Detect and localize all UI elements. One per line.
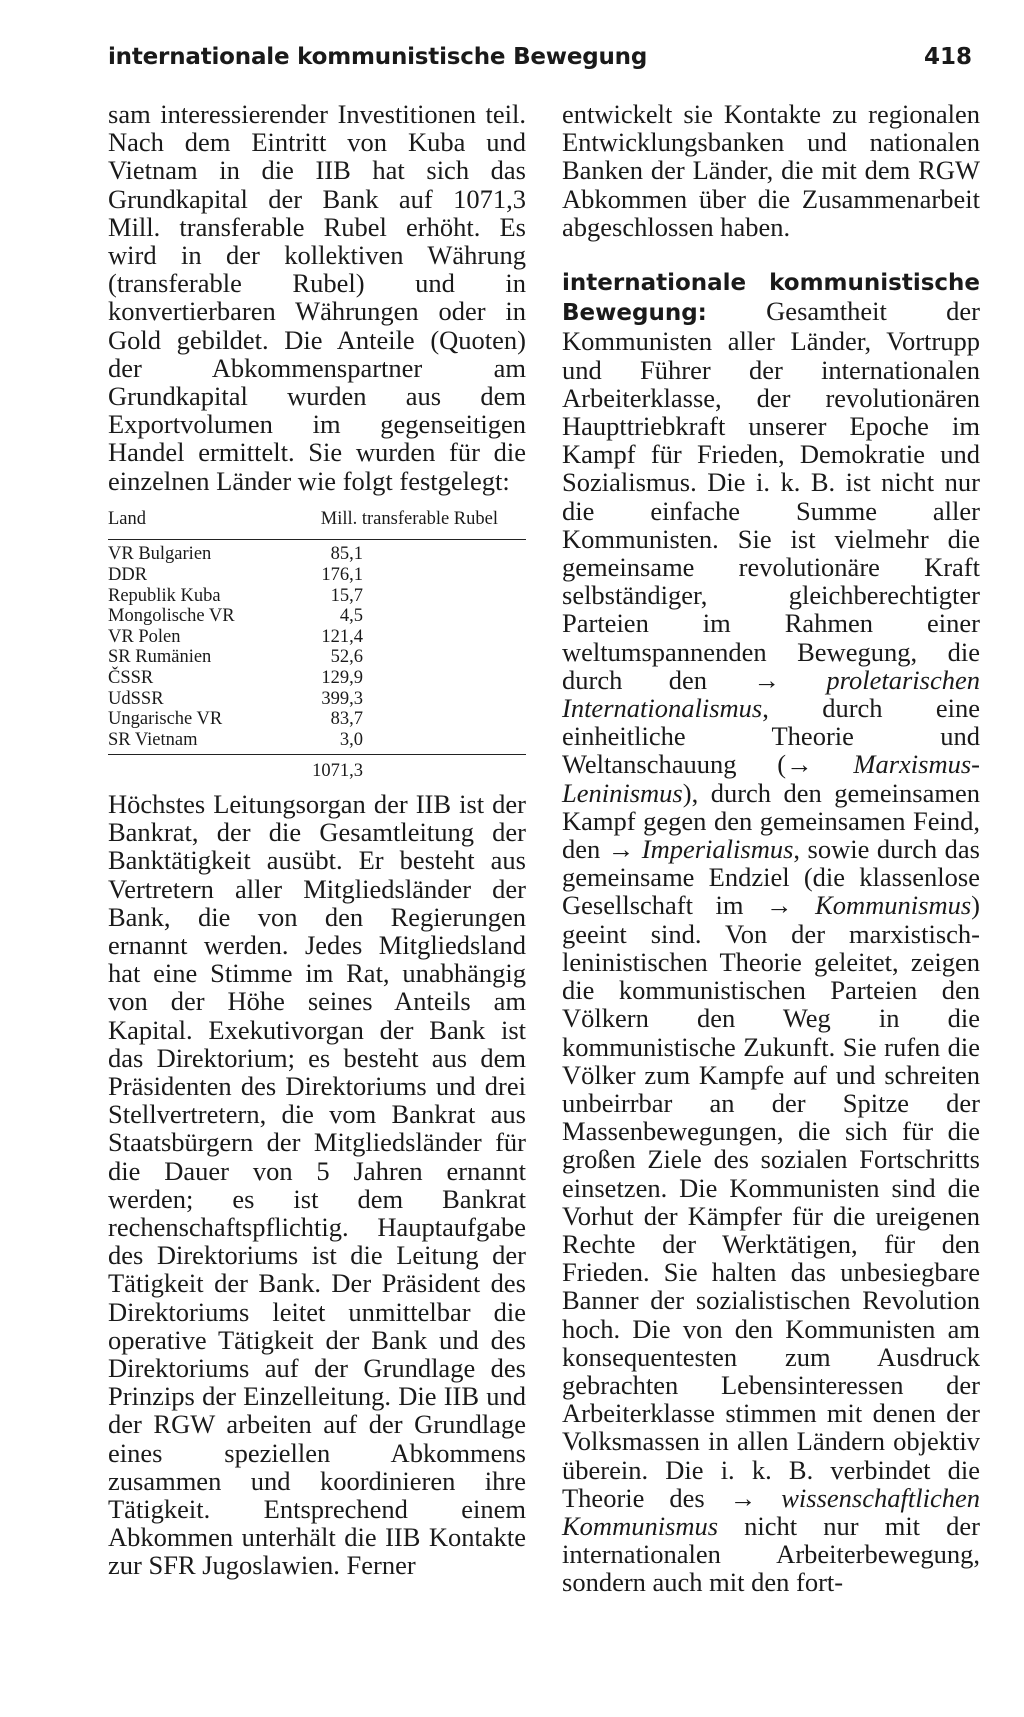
- running-head: internationale kommunistische Bewegung: [108, 44, 648, 70]
- table-row: [108, 730, 526, 751]
- page-header: [108, 44, 972, 80]
- table-row: [108, 586, 526, 607]
- column-header-land: Land: [108, 508, 147, 529]
- value-cell: 4,5: [339, 606, 363, 627]
- table-row: [108, 544, 526, 565]
- table-row: [108, 627, 526, 648]
- table-row: [108, 668, 526, 689]
- paragraph-investitionen: sam interessierender Investitionen teil. Nach dem Eintritt von Kuba und Vietnam in die IIB hat sich das Grundkapital der Bank auf 1071,3 Mill. transferable Rubel erhöht. Es wird in der kollektiven Währung (transferable Rubel) und in konvertierbaren Währungen oder in Gold gebildet. Die Anteile (Quoten) der Abkommenspartner am Grundkapital wurden aus dem Exportvolumen im gegenseitigen Handel ermittelt. Sie wurden für die einzelnen Länder wie folgt festgelegt:: [108, 99, 526, 496]
- value-cell: 129,9: [321, 668, 363, 688]
- table-row: [108, 647, 526, 668]
- country-cell: UdSSR: [108, 688, 164, 709]
- country-cell: Mongolische VR: [108, 606, 235, 627]
- table-row: [108, 565, 526, 586]
- country-cell: Republik Kuba: [108, 585, 221, 606]
- table-header: [108, 505, 526, 541]
- entry-text: nicht nur mit der internationalen Arbeiterbewegung, sondern auch mit den fort-: [562, 1510, 980, 1598]
- entry-internationale-kommunistische-bewegung: [562, 267, 980, 1597]
- country-cell: VR Bulgarien: [108, 544, 212, 565]
- table-body: [108, 540, 526, 755]
- table-row: [108, 606, 526, 627]
- paragraph-bankrat: Höchstes Leitungsorgan der IIB ist der Bankrat, der die Gesamtleitung der Banktätigkeit ausübt. Er besteht aus Vertretern aller Mitgliedsländer der Bank, die von den Regierungen ernannt werden. Jedes Mitgliedsland hat eine Stimme im Rat, unabhängig von der Höhe seines Anteils am Kapital. Exekutivorgan der Bank ist das Direktorium; es besteht aus dem Präsidenten des Direktoriums und drei Stellvertretern, die vom Bankrat aus Staatsbürgern der Mitgliedsländer für die Dauer von 5 Jahren ernannt werden; es ist dem Bankrat rechenschaftspflichtig. Hauptaufgabe des Direktoriums ist die Leitung der Tätigkeit der Bank. Der Präsident des Direktoriums leitet unmittelbar die operative Tätigkeit der Bank und des Direktoriums auf der Grundlage des Prinzips der Einzelleitung. Die IIB und der RGW arbeiten auf der Grundlage eines speziellen Abkommens zusammen und koordinieren ihre Tätigkeit. Entsprechend einem Abkommen unterhält die IIB Kontakte zur SFR Jugoslawien. Ferner: [108, 788, 526, 1581]
- entry-text: ) geeint sind. Von der marxistisch-leninistischen Theorie geleitet, zeigen die kommunistischen Parteien den Völkern den Weg in die kommunistische Zukunft. Sie rufen die Völker zum Kampfe auf und schreiten unbeirrbar an der Spitze der Massenbewegungen, die sich für die großen Ziele des sozialen Fortschritts einsetzen. Die Kommunisten sind die Vorhut der Kämpfer für die ureigenen Rechte der Werktätigen, für den Frieden. Sie halten das unbesiegbare Banner der sozialistischen Revolution hoch. Die von den Kommunisten am konsequentesten zum Ausdruck gebrachten Lebensinteressen der Arbeiterklasse stimmen mit denen der Volksmassen in allen Ländern objektiv überein. Die i. k. B. verbindet die Theorie des: [562, 890, 980, 1513]
- table-row: [108, 689, 526, 710]
- country-cell: VR Polen: [108, 626, 181, 647]
- entry-text: , durch eine einheitliche Theorie und Weltanschauung (: [562, 693, 980, 780]
- cross-reference-link[interactable]: → Marxismus-Leninismus: [562, 749, 980, 808]
- entry-headword: internationale kommunistische Bewegung:: [562, 270, 980, 327]
- country-cell: SR Rumänien: [108, 647, 212, 668]
- value-cell: 399,3: [321, 688, 363, 709]
- total-value: 1071,3: [312, 761, 363, 782]
- cross-reference-link[interactable]: → Kommunismus: [766, 890, 972, 921]
- value-cell: 52,6: [330, 647, 363, 668]
- cross-reference-link[interactable]: → Imperialismus: [607, 834, 794, 865]
- value-cell: 3,0: [339, 729, 363, 750]
- table-total-row: [108, 755, 526, 782]
- country-cell: SR Vietnam: [108, 729, 198, 750]
- paragraph-kontakte: entwickelt sie Kontakte zu regionalen Entwicklungsbanken und nationalen Banken der Länder, die mit dem RGW Abkommen über die Zusammenarbeit abgeschlossen haben.: [562, 99, 980, 242]
- left-column: [108, 100, 526, 1580]
- country-cell: Ungarische VR: [108, 709, 223, 730]
- table-row: [108, 709, 526, 730]
- value-cell: 121,4: [321, 626, 363, 647]
- right-column: [562, 100, 980, 1597]
- value-cell: 15,7: [330, 585, 363, 606]
- value-cell: 85,1: [330, 544, 363, 565]
- value-cell: 83,7: [330, 709, 363, 730]
- value-cell: 176,1: [321, 565, 363, 586]
- cross-reference-link[interactable]: → wissenschaftlichen Kommunismus: [562, 1482, 980, 1541]
- quota-table: [108, 505, 526, 782]
- cross-reference-link[interactable]: → proletarischen Internationalismus: [562, 664, 980, 724]
- entry-text: , sowie durch das gemeinsame Endziel (die klassenlose Gesellschaft im: [562, 834, 980, 921]
- entry-text: Gesamtheit der Kommunisten aller Länder, Vortrupp und Führer der internationalen Arbeiterklasse, der revolutionären Haupttriebkraft unserer Epoche im Kampf für Frieden, Demokratie und Sozialismus. Die i. k. B. ist nicht nur die einfache Summe aller Kommunisten. Sie ist vielmehr die gemeinsame revolutionäre Kraft selbständiger, gleichberechtigter Parteien im Rahmen einer weltumspannenden Bewegung, die durch den: [562, 296, 980, 695]
- entry-text: ), durch den gemeinsamen Kampf gegen den gemeinsamen Feind, den: [562, 777, 980, 865]
- country-cell: DDR: [108, 565, 148, 586]
- page-number: 418: [923, 44, 972, 70]
- country-cell: ČSSR: [108, 668, 154, 688]
- column-header-rubel: Mill. transferable Rubel: [320, 508, 498, 529]
